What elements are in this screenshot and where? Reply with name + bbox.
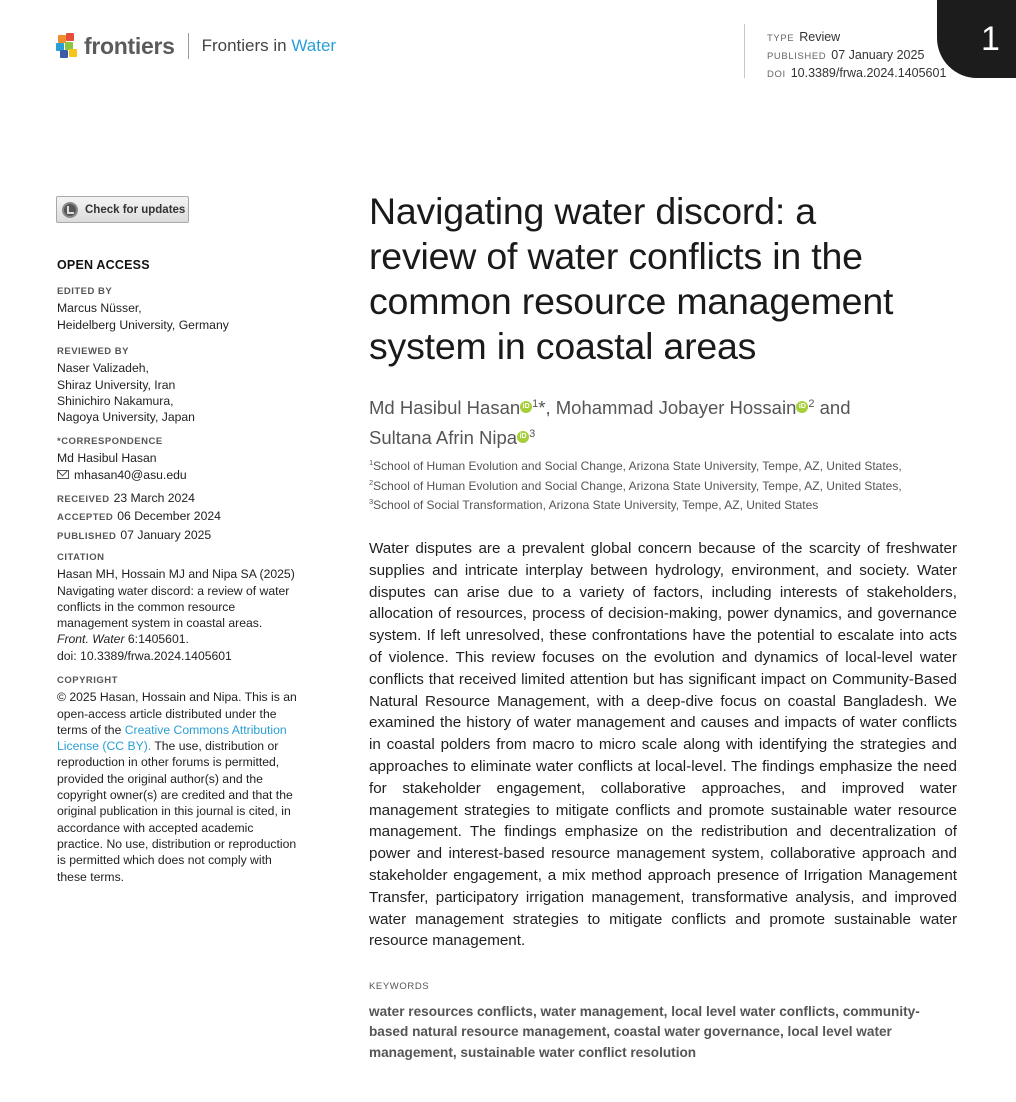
citation-line: management system in coastal areas. bbox=[57, 616, 263, 631]
edited-by-section bbox=[57, 284, 327, 333]
affiliation-text: School of Human Evolution and Social Change, Arizona State University, Tempe, AZ, United States, bbox=[373, 459, 902, 473]
affiliation-text: School of Social Transformation, Arizona State University, Tempe, AZ, United States bbox=[373, 498, 819, 512]
doi-value[interactable]: 10.3389/frwa.2024.1405601 bbox=[790, 66, 947, 80]
copyright-line: accordance with accepted academic bbox=[57, 820, 254, 835]
citation-line: Navigating water discord: a review of water bbox=[57, 583, 290, 598]
keywords-list: water resources conflicts, water management, local level water conflicts, community-based natural resource management, coastal water governance, local level water management, sustainable water conflict resolution bbox=[369, 1004, 920, 1060]
editor-line: Heidelberg University, Germany bbox=[57, 317, 229, 332]
copyright-after-link: The use, distribution or bbox=[154, 739, 279, 754]
reviewer-line: Naser Valizadeh, bbox=[57, 361, 149, 376]
citation-journal-line bbox=[57, 631, 327, 647]
correspondence-label: *CORRESPONDENCE bbox=[57, 436, 163, 447]
check-for-updates-label: Check for updates bbox=[85, 203, 186, 216]
copyright-line: copyright owner(s) are credited and that the bbox=[57, 788, 293, 803]
author-list bbox=[369, 391, 969, 451]
affiliation-list bbox=[369, 455, 969, 514]
orcid-icon[interactable]: iD bbox=[796, 401, 808, 413]
author-name[interactable]: Sultana Afrin Nipa bbox=[369, 427, 518, 449]
published-label: PUBLISHED bbox=[767, 51, 827, 62]
reviewed-by-section bbox=[57, 344, 327, 425]
copyright-line bbox=[57, 738, 327, 754]
keywords-label: KEYWORDS bbox=[369, 981, 430, 992]
type-value: Review bbox=[799, 30, 841, 44]
affiliation-item bbox=[369, 455, 969, 475]
dates-section bbox=[57, 490, 327, 545]
type-label: TYPE bbox=[767, 33, 795, 44]
check-for-updates-button[interactable] bbox=[56, 196, 189, 223]
doi-label: DOI bbox=[767, 69, 786, 80]
reviewer-line: Shinichiro Nakamura, bbox=[57, 393, 174, 408]
copyright-line: practice. No use, distribution or reproduction bbox=[57, 836, 297, 851]
journal-prefix: Frontiers in bbox=[201, 36, 287, 55]
author-name[interactable]: Mohammad Jobayer Hossain bbox=[555, 397, 797, 419]
orcid-icon[interactable]: iD bbox=[517, 431, 529, 443]
published-value: 07 January 2025 bbox=[831, 48, 925, 62]
citation-line: conflicts in the common resource bbox=[57, 599, 236, 614]
accepted-value: 06 December 2024 bbox=[117, 509, 221, 524]
copyright-terms-prefix: terms of the bbox=[57, 722, 122, 737]
meta-divider bbox=[744, 24, 745, 78]
email-line bbox=[57, 467, 327, 483]
mail-icon bbox=[57, 470, 69, 479]
title-line: common resource management bbox=[369, 280, 894, 322]
affiliation-sup: 1 bbox=[369, 458, 374, 467]
copyright-line: © 2025 Hasan, Hossain and Nipa. This is an bbox=[57, 690, 297, 705]
citation-volume: 6:1405601. bbox=[127, 632, 189, 647]
citation-label: CITATION bbox=[57, 552, 105, 563]
author-line bbox=[369, 421, 969, 451]
corresponding-mark: *, bbox=[538, 397, 551, 419]
editor-line: Marcus Nüsser, bbox=[57, 301, 142, 316]
logo-divider bbox=[188, 33, 189, 59]
copyright-label: COPYRIGHT bbox=[57, 675, 118, 686]
affiliation-text: School of Human Evolution and Social Change, Arizona State University, Tempe, AZ, United States, bbox=[373, 478, 902, 493]
citation-line: Hasan MH, Hossain MJ and Nipa SA (2025) bbox=[57, 567, 295, 582]
accepted-label: ACCEPTED bbox=[57, 512, 114, 524]
article-meta bbox=[767, 29, 946, 83]
citation-section bbox=[57, 550, 327, 664]
copyright-section bbox=[57, 673, 327, 885]
copyright-line: provided the original author(s) and the bbox=[57, 771, 263, 786]
title-line: system in coastal areas bbox=[369, 325, 757, 367]
sidebar-published-value: 07 January 2025 bbox=[120, 527, 212, 542]
reviewer-line: Nagoya University, Japan bbox=[57, 410, 195, 425]
author-affiliation-sup: 3 bbox=[529, 428, 536, 441]
affiliation-item bbox=[369, 494, 969, 514]
update-check-icon bbox=[62, 202, 78, 218]
reviewer-line: Shiraz University, Iran bbox=[57, 377, 176, 392]
received-label: RECEIVED bbox=[57, 494, 110, 505]
author-line bbox=[369, 391, 969, 421]
affiliation-sup: 2 bbox=[369, 477, 374, 487]
title-line: Navigating water discord: a bbox=[369, 190, 816, 232]
page-number: 1 bbox=[937, 0, 1016, 78]
affiliation-sup: 3 bbox=[369, 497, 374, 506]
frontiers-logo-mark-icon bbox=[56, 33, 78, 59]
correspondent-name: Md Hasibul Hasan bbox=[57, 451, 157, 466]
copyright-line bbox=[57, 722, 327, 738]
title-line: review of water conflicts in the bbox=[369, 235, 863, 277]
citation-journal: Front. Water bbox=[57, 632, 125, 647]
copyright-line: open-access article distributed under the bbox=[57, 706, 277, 721]
copyright-line: reproduction in other forums is permitted, bbox=[57, 755, 280, 770]
edited-by-label: EDITED BY bbox=[57, 286, 113, 297]
author-affiliation-sup: 2 bbox=[808, 398, 815, 410]
journal-name bbox=[202, 36, 336, 56]
received-value: 23 March 2024 bbox=[113, 491, 195, 505]
license-link[interactable]: Creative Commons Attribution bbox=[124, 722, 287, 737]
article-title bbox=[369, 189, 969, 369]
open-access-label: OPEN ACCESS bbox=[57, 258, 150, 272]
frontiers-logo[interactable] bbox=[56, 30, 336, 62]
copyright-line: is permitted which does not comply with bbox=[57, 853, 272, 868]
copyright-line: these terms. bbox=[57, 869, 125, 884]
citation-doi: doi: 10.3389/frwa.2024.1405601 bbox=[57, 648, 232, 663]
reviewed-by-label: REVIEWED BY bbox=[57, 346, 130, 357]
copyright-line: original publication in this journal is cited, in bbox=[57, 804, 291, 819]
author-name[interactable]: Md Hasibul Hasan bbox=[369, 397, 521, 419]
sidebar-published-label: PUBLISHED bbox=[57, 530, 117, 542]
abstract-text: Water disputes are a prevalent global concern because of the scarcity of freshwater supplies and intricate interplay between hydrology, environment, and society. Water disputes can arise due to a variety of factors, including interests of stakeholders, allocation of resources, process of decision-making, power dynamics, and governance system. If left unresolved, these confrontations have the potential to escalate into acts of violence. This review focuses on the evolution and dynamics of local-level water conflicts that received limited attention but has significant impact on Community-Based Natural Resource Management, with a deep-dive focus on coastal Bangladesh. We examined the history of water management and causes and impacts of water conflicts in coastal polders from macro to micro scale along with identifying the strategies and approaches to eliminate water conflicts at local-level. The findings emphasize the need for stakeholder engagement, collaborative approaches, and improved water management strategies to mitigate conflicts and promote sustainable water resource management. The findings emphasize on the redistribution and decentralization of power and interest-based resource management system, collaborative approach and stakeholder engagement, a mix method approach presence of Irrigation Management Transfer, participatory irrigation management, transformative analysis, and improved water management strategies to mitigate conflicts and promote sustainable water resource management. bbox=[369, 540, 957, 950]
author-affiliation-sup: 1 bbox=[532, 398, 539, 410]
orcid-icon[interactable]: iD bbox=[520, 401, 532, 413]
email-link[interactable]: mhasan40@asu.edu bbox=[74, 467, 187, 482]
author-and: and bbox=[819, 397, 851, 419]
license-link[interactable]: License (CC BY). bbox=[57, 739, 152, 754]
publisher-name: frontiers bbox=[84, 32, 175, 59]
affiliation-item bbox=[369, 475, 969, 495]
journal-name-highlight: Water bbox=[291, 36, 337, 55]
correspondence-section bbox=[57, 434, 327, 483]
